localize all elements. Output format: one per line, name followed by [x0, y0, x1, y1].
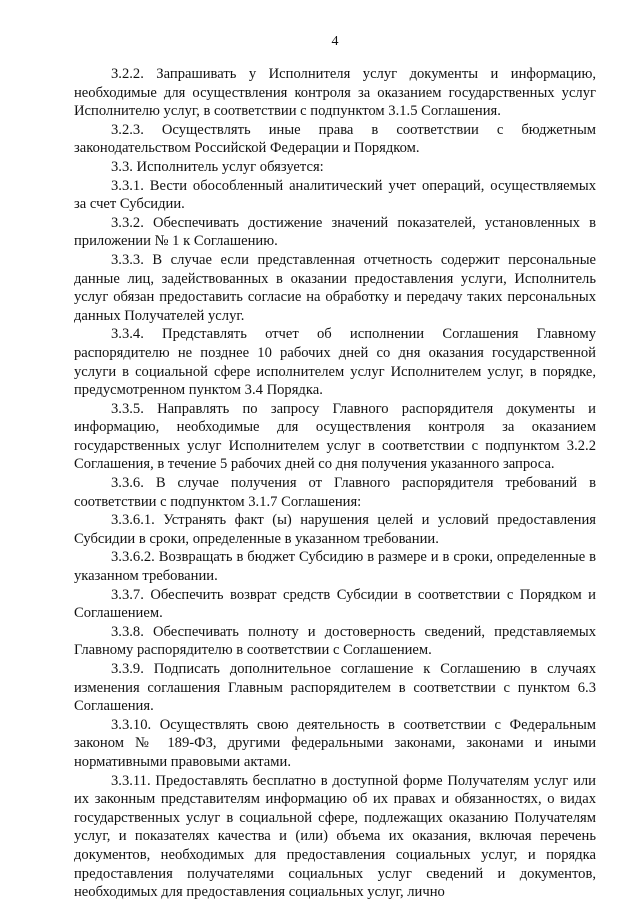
paragraph-3-3-9: 3.3.9. Подписать дополнительное соглашение к Соглашению в случаях изменения соглашения Главным распорядителем в соответствии с пунктом 6.3 Соглашения. — [74, 661, 596, 715]
paragraph-3-3-7: 3.3.7. Обеспечить возврат средств Субсидии в соответствии с Порядком и Соглашением. — [74, 586, 596, 622]
paragraph-3-2-2: 3.2.2. Запрашивать у Исполнителя услуг документы и информацию, необходимые для осуществления контроля за оказанием государственных услуг Исполнителю услуг, в соответствии с подпунктом 3.1.5 Соглашения. — [74, 66, 596, 120]
paragraph-3-3-4: 3.3.4. Представлять отчет об исполнении Соглашения Главному распорядителю не позднее 10 рабочих дней со дня оказания государственной услуги в социальной сфере исполнителем услуг Исполнителем услуг, в порядке, предусмотренном пунктом 3.4 Порядка. — [74, 326, 596, 399]
paragraph-3-3-11: 3.3.11. Предоставлять бесплатно в доступной форме Получателям услуг или их законным представителям информацию об их правах и обязанностях, о видах государственных услуг в социальной сфере, подлежащих оказанию Получателям услуг, и показателях качества и (или) объема их оказания, включая перечень документов, необходимых для предоставления социальных услуг, и порядка предоставления получателями социальных услуг сведений и документов, необходимых для предоставления социальных услуг, лично — [74, 772, 596, 901]
paragraph-3-3-10: 3.3.10. Осуществлять свою деятельность в соответствии с Федеральным законом № 189-ФЗ, другими федеральными законами, законами и иными нормативными правовыми актами. — [74, 716, 596, 770]
paragraph-3-3-1: 3.3.1. Вести обособленный аналитический учет операций, осуществляемых за счет Субсидии. — [74, 177, 596, 213]
paragraph-3-3-5: 3.3.5. Направлять по запросу Главного распорядителя документы и информацию, необходимые для осуществления контроля за оказанием государственных услуг Исполнителем услуг в соответствии с подпунктом 3.2.2 Соглашения, в течение 5 рабочих дней со дня получения указанного запроса. — [74, 400, 596, 473]
paragraph-3-3-6-1: 3.3.6.1. Устранять факт (ы) нарушения целей и условий предоставления Субсидии в сроки, определенные в указанном требовании. — [74, 512, 596, 547]
page-number: 4 — [331, 34, 339, 49]
paragraph-3-3-6: 3.3.6. В случае получения от Главного распорядителя требований в соответствии с подпунктом 3.1.7 Соглашения: — [74, 475, 596, 510]
paragraph-3-2-3: 3.2.3. Осуществлять иные права в соответствии с бюджетным законодательством Российской Федерации и Порядком. — [74, 121, 596, 157]
paragraph-3-3-2: 3.3.2. Обеспечивать достижение значений показателей, установленных в приложении № 1 к Соглашению. — [74, 214, 596, 250]
paragraph-3-3-6-2: 3.3.6.2. Возвращать в бюджет Субсидию в размере и в сроки, определенные в указанном требовании. — [74, 549, 596, 585]
paragraph-3-3: 3.3. Исполнитель услуг обязуется: — [111, 158, 324, 175]
paragraph-3-3-3: 3.3.3. В случае если представленная отчетность содержит персональные данные лиц, задействованных в оказании предоставления услуги, Исполнитель услуг обязан предоставить согласие на обработку и передачу таких персональных данных Получателей услуг. — [74, 251, 596, 324]
paragraph-3-3-8: 3.3.8. Обеспечивать полноту и достоверность сведений, представляемых Главному распорядителю в соответствии с Соглашением. — [74, 623, 596, 659]
